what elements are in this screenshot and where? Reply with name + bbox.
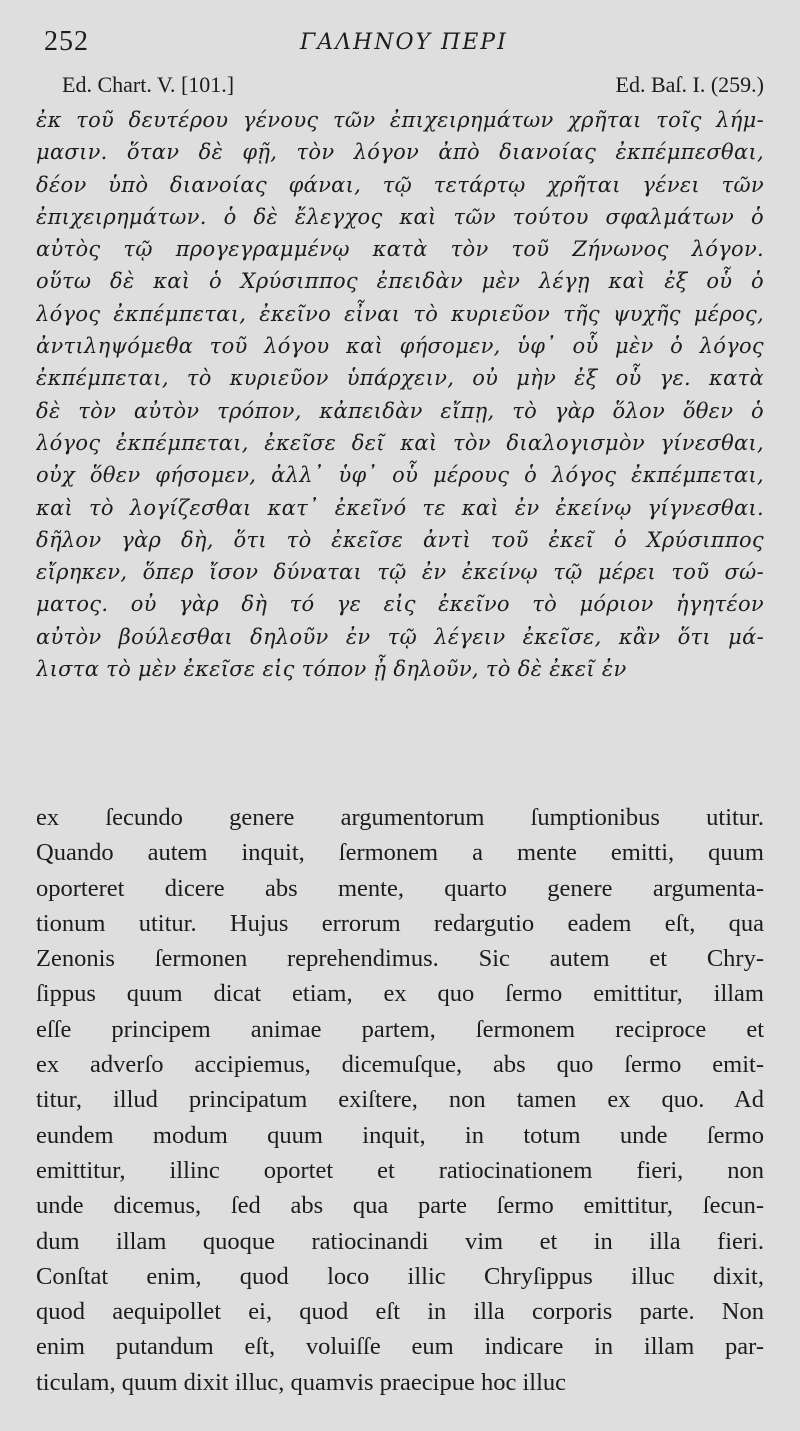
greek-text-line: ματος. οὐ γὰρ δὴ τό γε εἰς ἐκεῖνο τὸ μόριον ἡγητέον [36,592,764,617]
page-header [38,24,766,58]
latin-text-line: oporteret dicere abs mente, quarto genere argumenta- [36,874,764,902]
latin-text-line: eundem modum quum inquit, in totum unde ſermo [36,1121,764,1149]
greek-text-line: ἐκ τοῦ δευτέρου γένους τῶν ἐπιχειρημάτων χρῆται τοῖς λήμ- [36,108,764,132]
edition-reference-line [62,72,764,100]
edition-reference-right: Ed. Baſ. I. (259.) [615,72,764,97]
latin-text-line: quod aequipollet ei, quod eſt in illa corporis parte. Non [36,1298,764,1326]
greek-text-line: μασιν. ὅταν δὲ φῇ, τὸν λόγον ἀπὸ διανοίας ἐκπέμπεσθαι, [36,140,764,165]
latin-text-line: ticulam, quum dixit illuc, quamvis praecipue hoc illuc [36,1368,567,1396]
latin-text-line: tionum utitur. Hujus errorum redargutio eadem eſt, qua [36,909,764,937]
greek-text-line: καὶ τὸ λογίζεσθαι κατ᾽ ἐκεῖνό τε καὶ ἐν ἐκείνῳ γίγνεσθαι. [36,495,764,520]
latin-text-line: emittitur, illinc oportet et ratiocinationem fieri, non [36,1156,764,1184]
greek-text-line: ἀντιληψόμεθα τοῦ λόγου καὶ φήσομεν, ὑφ᾽ οὗ μὲν ὁ λόγος [36,334,764,359]
greek-text-line: ἐπιχειρημάτων. ὁ δὲ ἔλεγχος καὶ τῶν τούτου σφαλμάτων ὁ [36,204,764,229]
latin-text-line: titur, illud principatum exiſtere, non tamen ex quo. Ad [36,1086,764,1114]
greek-text-line: δέον ὑπὸ διανοίας φάναι, τῷ τετάρτῳ χρῆται γένει τῶν [36,172,764,197]
greek-text-line: λόγος ἐκπέμπεται, ἐκεῖσε δεῖ καὶ τὸν διαλογισμὸν γίνεσθαι, [36,430,764,455]
greek-text-block [36,104,764,685]
latin-text-line: dum illam quoque ratiocinandi vim et in illa fieri. [36,1227,764,1255]
edition-reference-left: Ed. Chart. V. [101.] [62,72,235,97]
greek-text-line: λόγος ἐκπέμπεται, ἐκεῖνο εἶναι τὸ κυριεῦον τῆς ψυχῆς μέρος, [36,301,764,326]
page-number: 252 [44,26,89,57]
latin-text-line: Zenonis ſermonen reprehendimus. Sic autem et Chry- [36,945,764,973]
latin-text-line: Conſtat enim, quod loco illic Chryſippus illuc dixit, [36,1262,764,1290]
latin-text-line: unde dicemus, ſed abs qua parte ſermo emittitur, ſecun- [36,1192,764,1220]
latin-text-line: Quando autem inquit, ſermonem a mente emitti, quum [36,839,764,867]
greek-text-line: εἴρηκεν, ὅπερ ἴσον δύναται τῷ ἐν ἐκείνῳ τῷ μέρει τοῦ σώ- [36,560,764,585]
latin-text-line: enim putandum eſt, voluiſſe eum indicare in illam par- [36,1333,764,1361]
greek-text-line: δὲ τὸν αὐτὸν τρόπον, κἀπειδὰν εἴπῃ, τὸ γὰρ ὅλον ὅθεν ὁ [36,398,764,423]
latin-text-line: ex adverſo accipiemus, dicemuſque, abs quo ſermo emit- [36,1051,764,1079]
latin-text-block [36,800,764,1400]
latin-text-line: ex ſecundo genere argumentorum ſumptionibus utitur. [36,804,764,831]
latin-text-line: eſſe principem animae partem, ſermonem reciproce et [36,1015,764,1043]
greek-text-line: αὐτὸς τῷ προγεγραμμένῳ κατὰ τὸν τοῦ Ζήνωνος λόγον. [36,237,764,262]
greek-text-line: δῆλον γὰρ δὴ, ὅτι τὸ ἐκεῖσε ἀντὶ τοῦ ἐκεῖ ὁ Χρύσιππος [36,527,764,552]
greek-text-line: οὕτω δὲ καὶ ὁ Χρύσιππος ἐπειδὰν μὲν λέγῃ καὶ ἐξ οὗ ὁ [36,269,764,294]
greek-text-line: οὐχ ὅθεν φήσομεν, ἀλλ᾽ ὑφ᾽ οὗ μέρους ὁ λόγος ἐκπέμπεται, [36,463,764,488]
running-title: ΓΑΛΗΝΟΥ ΠΕΡΙ [300,30,508,55]
latin-text-line: ſippus quum dicat etiam, ex quo ſermo emittitur, illam [36,980,764,1008]
greek-text-line: λιστα τὸ μὲν ἐκεῖσε εἰς τόπον ᾖ δηλοῦν, τὸ δὲ ἐκεῖ ἐν [36,657,627,682]
greek-text-line: αὐτὸν βούλεσθαι δηλοῦν ἐν τῷ λέγειν ἐκεῖσε, κἂν ὅτι μά- [36,624,764,649]
greek-text-line: ἐκπέμπεται, τὸ κυριεῦον ὑπάρχειν, οὐ μὴν ἐξ οὗ γε. κατὰ [36,366,764,391]
